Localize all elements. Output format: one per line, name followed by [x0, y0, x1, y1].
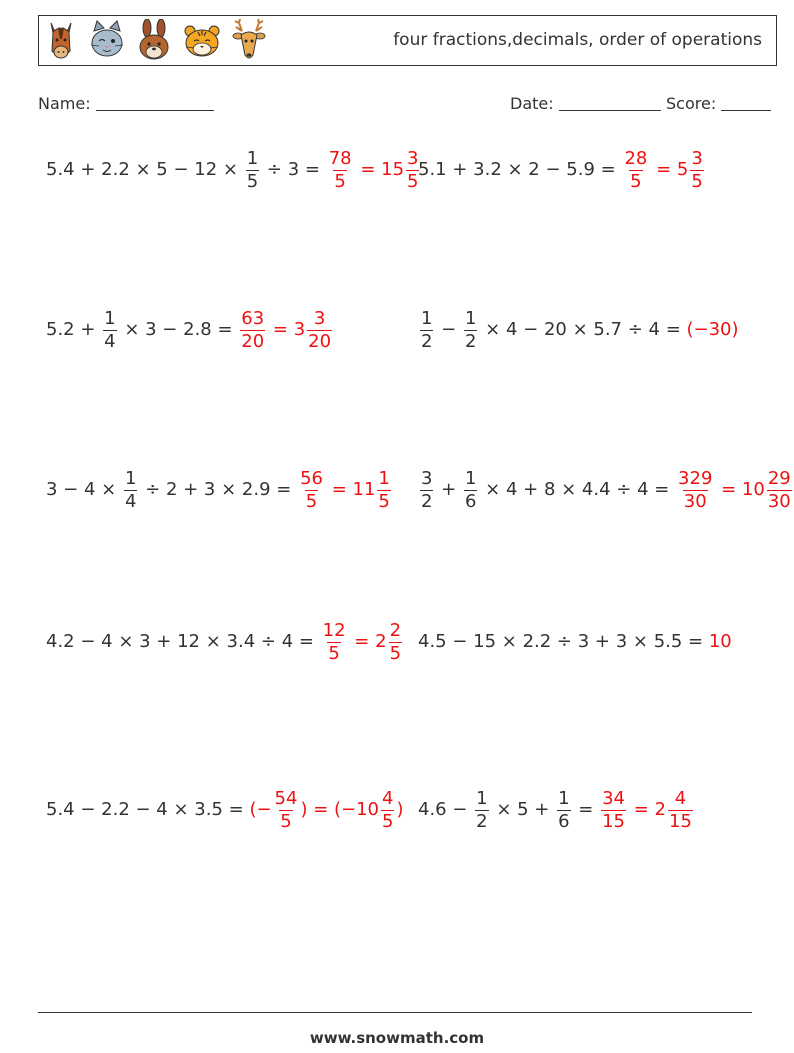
fraction: [464, 307, 477, 352]
fraction-denominator: 2: [421, 330, 433, 352]
problem-8: [418, 612, 732, 672]
expression-text: 5.4 − 2.2 − 4 × 3.5 =: [46, 799, 250, 820]
problem-answer: [249, 787, 404, 832]
expression-text: 4.6 −: [418, 799, 474, 820]
fraction-numerator: 78: [328, 147, 352, 169]
score-blank[interactable]: [721, 96, 771, 111]
fraction-numerator: 2: [389, 619, 402, 641]
fraction: [381, 787, 394, 832]
fraction-denominator: 20: [241, 330, 265, 352]
rabbit-icon: [137, 19, 171, 63]
fraction-denominator: 15: [669, 810, 692, 832]
fraction: [274, 787, 299, 832]
fraction: [389, 619, 402, 664]
fraction-numerator: 12: [322, 619, 346, 641]
tiger-icon: [183, 19, 221, 63]
expression-text: 5.1 + 3.2 × 2 − 5.9 =: [418, 159, 622, 180]
problem-answer: [326, 147, 422, 192]
fraction-numerator: 1: [464, 307, 477, 329]
problem-6: [418, 460, 794, 520]
problem-5: [46, 460, 393, 520]
expression-text: (−: [249, 799, 272, 820]
date-label: Date:: [510, 94, 554, 113]
fraction-numerator: 3: [407, 147, 419, 169]
fraction-numerator: 29: [767, 467, 791, 489]
expression-text: = 11: [325, 479, 376, 500]
worksheet-header: [38, 15, 777, 66]
problem-question: [418, 307, 687, 352]
worksheet-title: four fractions,decimals, order of operations: [393, 30, 762, 50]
expression-text: = 5: [650, 159, 689, 180]
footer-site[interactable]: www.snowmath.com: [309, 1029, 485, 1047]
fraction: [677, 467, 713, 512]
fraction-numerator: 1: [464, 467, 477, 489]
fraction-denominator: 6: [464, 490, 477, 512]
problem-1: [46, 140, 421, 200]
fraction-denominator: 2: [421, 490, 433, 512]
expression-text: =: [572, 799, 600, 820]
fraction: [246, 147, 259, 192]
fraction: [690, 147, 703, 192]
fraction-denominator: 30: [683, 490, 707, 512]
expression-text: 4.5 − 15 × 2.2 ÷ 3 + 3 × 5.5 =: [418, 631, 709, 652]
problem-question: [46, 801, 249, 819]
fraction-denominator: 5: [246, 170, 259, 192]
expression-text: ) = (−10: [300, 799, 380, 820]
fraction-denominator: 4: [104, 330, 116, 352]
fraction-numerator: 56: [300, 467, 323, 489]
name-field: [38, 94, 214, 113]
fraction-numerator: 28: [624, 147, 648, 169]
fraction: [103, 307, 116, 352]
fraction-numerator: 54: [274, 787, 298, 809]
expression-text: ÷ 2 + 3 × 2.9 =: [139, 479, 298, 500]
fraction-numerator: 1: [378, 467, 390, 489]
fraction-numerator: 3: [691, 147, 703, 169]
problem-answer: [599, 787, 695, 832]
expression-text: × 4 − 20 × 5.7 ÷ 4 =: [479, 319, 687, 340]
fraction: [767, 467, 792, 512]
name-label: Name:: [38, 94, 91, 113]
fraction-denominator: 5: [378, 490, 390, 512]
fraction-numerator: 1: [421, 307, 433, 329]
expression-text: ÷ 3 =: [261, 159, 326, 180]
expression-text: × 5 +: [490, 799, 556, 820]
expression-text: 10: [708, 631, 732, 652]
fraction-denominator: 6: [558, 810, 570, 832]
fraction: [124, 467, 137, 512]
name-blank[interactable]: [96, 96, 214, 111]
problem-question: [46, 147, 326, 192]
fraction-denominator: 5: [382, 810, 394, 832]
expression-text: −: [435, 319, 462, 340]
problem-question: [46, 307, 239, 352]
problem-answer: [709, 633, 732, 651]
problem-answer: [320, 619, 404, 664]
date-blank[interactable]: [559, 96, 661, 111]
problem-answer: [675, 467, 794, 512]
fraction-numerator: 4: [382, 787, 394, 809]
problem-2: [418, 140, 706, 200]
fraction-denominator: 15: [602, 810, 626, 832]
problem-question: [418, 633, 709, 651]
fraction-denominator: 5: [280, 810, 292, 832]
problem-question: [418, 787, 600, 832]
fraction-numerator: 4: [674, 787, 687, 809]
problem-7: [46, 612, 404, 672]
fraction-numerator: 1: [124, 467, 137, 489]
fraction-denominator: 4: [124, 490, 137, 512]
horse-icon: [45, 19, 77, 63]
expression-text: (−30): [686, 319, 739, 340]
problem-question: [418, 467, 676, 512]
fraction-denominator: 5: [334, 170, 346, 192]
fraction-denominator: 5: [328, 642, 340, 664]
fraction-numerator: 1: [476, 787, 488, 809]
expression-text: 3 − 4 ×: [46, 479, 122, 500]
fraction-numerator: 1: [104, 307, 116, 329]
fraction: [601, 787, 626, 832]
fraction-denominator: 20: [308, 330, 332, 352]
fraction-denominator: 5: [691, 170, 703, 192]
fraction-denominator: 30: [767, 490, 791, 512]
expression-text: = 2: [348, 631, 387, 652]
deer-icon: [231, 19, 267, 63]
footer-divider: [38, 1012, 752, 1013]
expression-text: = 3: [267, 319, 306, 340]
fraction-denominator: 5: [407, 170, 419, 192]
problem-answer: [621, 147, 705, 192]
fraction-numerator: 329: [678, 467, 713, 489]
expression-text: × 4 + 8 × 4.4 ÷ 4 =: [479, 479, 676, 500]
fraction: [557, 787, 570, 832]
fraction-numerator: 3: [421, 467, 433, 489]
fraction-numerator: 1: [558, 787, 570, 809]
fraction: [623, 147, 648, 192]
score-field: [666, 94, 771, 113]
problem-question: [46, 467, 298, 512]
problem-4: [418, 300, 739, 360]
fraction: [240, 307, 265, 352]
fraction-denominator: 2: [464, 330, 477, 352]
date-field: [510, 94, 661, 113]
fraction-numerator: 3: [313, 307, 326, 329]
expression-text: = 15: [354, 159, 405, 180]
fraction: [464, 467, 477, 512]
fraction: [475, 787, 488, 832]
expression-text: = 10: [715, 479, 765, 500]
fraction: [328, 147, 353, 192]
problem-answer: [687, 321, 739, 339]
problem-question: [418, 161, 621, 179]
fraction: [322, 619, 347, 664]
fraction-numerator: 63: [241, 307, 265, 329]
fraction: [299, 467, 324, 512]
score-label: Score:: [666, 94, 717, 113]
expression-text: 5.4 + 2.2 × 5 − 12 ×: [46, 159, 244, 180]
problem-9: [46, 780, 404, 840]
expression-text: 5.2 +: [46, 319, 102, 340]
cat-icon: [89, 19, 125, 63]
fraction-denominator: 5: [630, 170, 642, 192]
expression-text: ): [396, 799, 404, 820]
problem-10: [418, 780, 695, 840]
fraction: [307, 307, 332, 352]
fraction: [377, 467, 390, 512]
expression-text: × 3 − 2.8 =: [118, 319, 239, 340]
problem-question: [46, 633, 320, 651]
problem-answer: [297, 467, 393, 512]
fraction-numerator: 34: [602, 787, 626, 809]
fraction: [420, 307, 433, 352]
fraction: [420, 467, 433, 512]
expression-text: = 2: [628, 799, 666, 820]
fraction-numerator: 1: [246, 147, 259, 169]
expression-text: 4.2 − 4 × 3 + 12 × 3.4 ÷ 4 =: [46, 631, 320, 652]
problem-3: [46, 300, 334, 360]
problem-answer: [238, 307, 334, 352]
fraction-denominator: 5: [389, 642, 402, 664]
fraction-denominator: 2: [476, 810, 488, 832]
fraction-denominator: 5: [305, 490, 318, 512]
expression-text: +: [435, 479, 462, 500]
fraction: [668, 787, 693, 832]
